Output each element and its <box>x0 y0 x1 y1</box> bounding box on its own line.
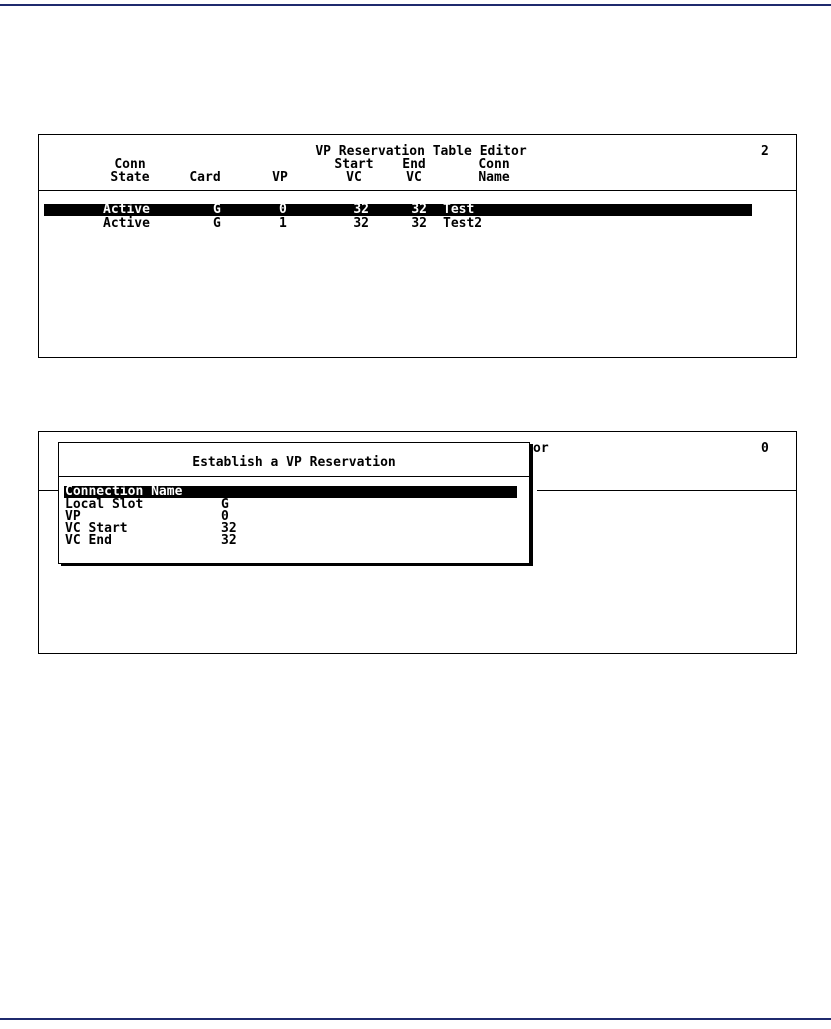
row-conn-name: Test <box>443 202 475 217</box>
vp-value[interactable]: 0 <box>221 509 229 524</box>
screen-title: VP Reservation Table Editor <box>315 144 527 159</box>
establish-reservation-dialog <box>58 442 530 564</box>
local-slot-value[interactable]: G <box>221 497 229 512</box>
col-vp-header: VP <box>272 170 288 185</box>
row-vp: 0 <box>279 202 287 217</box>
local-slot-label: Local Slot <box>65 497 144 512</box>
row-card: G <box>213 216 221 231</box>
background-divider-left <box>39 490 59 491</box>
row-conn-name: Test2 <box>443 216 483 231</box>
row-end-vc: 32 <box>411 202 427 217</box>
col-conn-name-header-1: Conn <box>478 157 510 172</box>
col-end-vc-header-1: End <box>402 157 426 172</box>
establish-reservation-screen <box>38 431 797 654</box>
row-state: Active <box>103 202 150 217</box>
top-rule <box>0 4 831 6</box>
row-state[interactable]: Active <box>103 216 150 231</box>
col-conn-state-header-2: State <box>110 170 150 185</box>
entry-count: 0 <box>761 441 769 456</box>
vp-reservation-table-screen <box>38 134 797 358</box>
row-end-vc: 32 <box>411 216 427 231</box>
header-divider <box>39 190 796 191</box>
vc-end-value[interactable]: 32 <box>221 533 237 548</box>
dialog-title: Establish a VP Reservation <box>192 455 396 470</box>
col-conn-state-header-1: Conn <box>114 157 146 172</box>
entry-count: 2 <box>761 144 769 159</box>
row-vp: 1 <box>279 216 287 231</box>
bottom-rule <box>0 1018 831 1020</box>
row-card: G <box>213 202 221 217</box>
vc-start-value[interactable]: 32 <box>221 521 237 536</box>
row-start-vc: 32 <box>353 216 369 231</box>
col-conn-name-header-2: Name <box>478 170 510 185</box>
vp-label: VP <box>65 509 81 524</box>
vc-end-label: VC End <box>65 533 112 548</box>
col-start-vc-header-1: Start <box>334 157 374 172</box>
col-card-header: Card <box>189 170 221 185</box>
background-divider-right <box>537 490 796 491</box>
row-start-vc: 32 <box>353 202 369 217</box>
background-title-fragment: or <box>533 441 549 456</box>
dialog-title-divider <box>59 476 529 477</box>
col-start-vc-header-2: VC <box>346 170 362 185</box>
col-end-vc-header-2: VC <box>406 170 422 185</box>
vc-start-label: VC Start <box>65 521 128 536</box>
connection-name-label: Connection Name <box>65 484 183 499</box>
